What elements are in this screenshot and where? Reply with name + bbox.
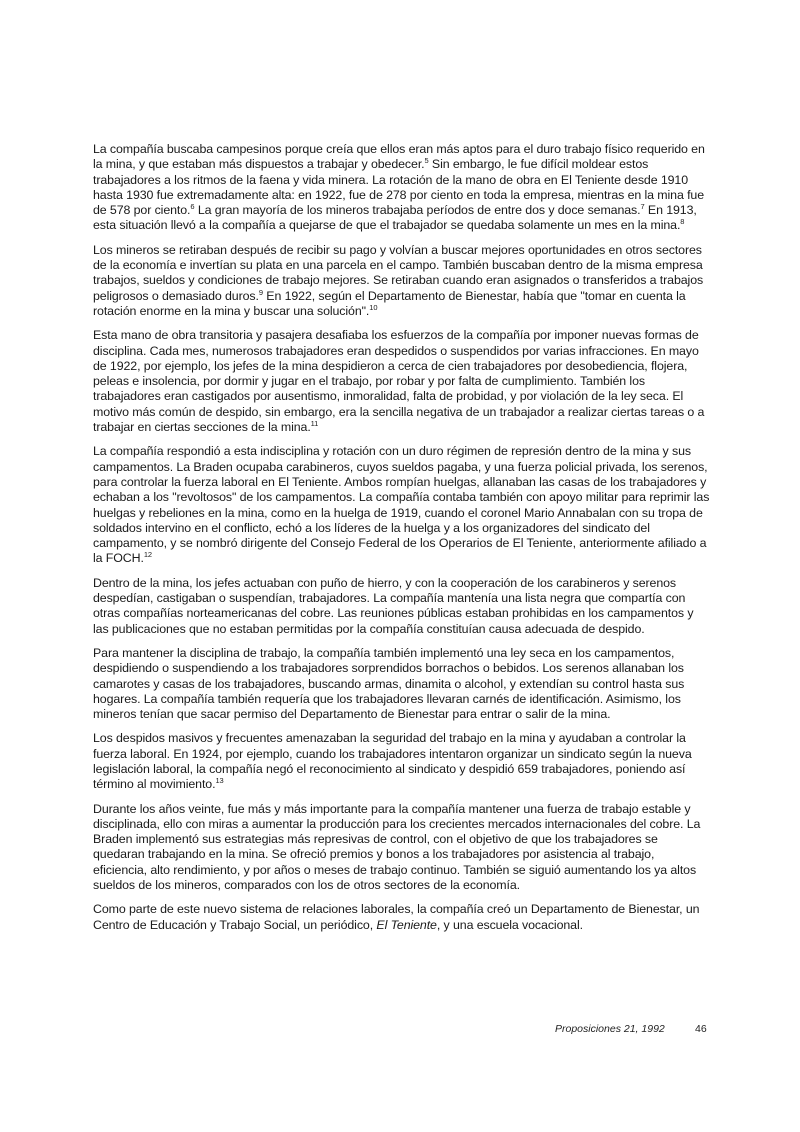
footnote-ref: 6 bbox=[190, 202, 195, 212]
text-run: , y una escuela vocacional. bbox=[436, 917, 583, 932]
text-run: Dentro de la mina, los jefes actuaban con puño de hierro, y con la cooperación de los carabineros y serenos despedían, castigaban o suspendían, trabajadores. La compañía mantenía una lista negra que compartía con otras compañías norteamericanas del cobre. Las reuniones públicas estaban prohibidas en los campamentos y las publicaciones que no estaban permitidas por la compañía constituían causa adecuada de despido. bbox=[93, 575, 694, 636]
paragraph bbox=[93, 576, 711, 637]
paragraph bbox=[93, 902, 711, 933]
body-text bbox=[93, 142, 711, 942]
paragraph bbox=[93, 646, 711, 722]
paragraph bbox=[93, 328, 711, 435]
page-number: 46 bbox=[695, 1023, 707, 1035]
footnote-ref: 9 bbox=[258, 287, 263, 297]
italic-title: El Teniente bbox=[376, 917, 437, 932]
footnote-ref: 10 bbox=[369, 302, 378, 312]
text-run: Los mineros se retiraban después de recibir su pago y volvían a buscar mejores oportunidades en otros sectores de la economía e invertían su plata en una parcela en el campo. También buscaban dentro de la misma empresa trabajos, sueldos y condiciones de trabajo mejores. Se retiraban cuando eran asignados o transferidos a trabajos peligrosos o demasiado duros. bbox=[93, 242, 704, 303]
journal-citation: Proposiciones 21, 1992 bbox=[555, 1023, 665, 1035]
text-run: Esta mano de obra transitoria y pasajera desafiaba los esfuerzos de la compañía por imponer nuevas formas de disciplina. Cada mes, numerosos trabajadores eran despedidos o suspendidos por varias infracciones. En mayo de 1922, por ejemplo, los jefes de la mina despidieron a cerca de cien trabajadores por desobediencia, flojera, peleas e insolencia, por dormir y jugar en el trabajo, por robar y por falta de cumplimiento. También los trabajadores eran castigados por ausentismo, inmoralidad, falta de probidad, y por violación de la ley seca. El motivo más común de despido, sin embargo, era la sencilla negativa de un trabajador a realizar ciertas tareas o a trabajar en ciertas secciones de la mina. bbox=[93, 328, 705, 435]
footnote-ref: 5 bbox=[424, 156, 429, 166]
paragraph bbox=[93, 142, 711, 234]
paragraph bbox=[93, 243, 711, 319]
page-footer bbox=[555, 1023, 707, 1035]
footnote-ref: 12 bbox=[143, 550, 152, 560]
paragraph bbox=[93, 731, 711, 792]
text-run: La compañía respondió a esta indisciplina y rotación con un duro régimen de represión dentro de la mina y sus campamentos. La Braden ocupaba carabineros, cuyos sueldos pagaba, y una fuerza policial privada, los serenos, para controlar la fuerza laboral en El Teniente. Ambos rompían huelgas, allanaban las casas de los trabajadores y echaban a los "revoltosos" de los campamentos. La compañía contaba también con apoyo militar para reprimir las huelgas y rebeliones en la mina, como en la huelga de 1919, cuando el coronel Mario Annabalan con su tropa de soldados intervino en el conflicto, echó a los líderes de la huelga y a los organizadores del sindicato del campamento, y se nombró dirigente del Consejo Federal de los Operarios de El Teniente, anteriormente afiliado a la FOCH. bbox=[93, 444, 710, 566]
text-run: Como parte de este nuevo sistema de relaciones laborales, la compañía creó un Departamento de Bienestar, un Centro de Educación y Trabajo Social, un periódico, bbox=[93, 902, 700, 932]
text-run: Para mantener la disciplina de trabajo, la compañía también implementó una ley seca en los campamentos, despidiendo o suspendiendo a los trabajadores sorprendidos borrachos o bebidos. Los serenos allanaban los camarotes y casas de los trabajadores, buscando armas, dinamita o alcohol, y extendían su control hasta sus hogares. La compañía también requería que los trabajadores llevaran carnés de identificación. Asimismo, los mineros tenían que sacar permiso del Departamento de Bienestar para entrar o salir de la mina. bbox=[93, 645, 685, 722]
text-run: Durante los años veinte, fue más y más importante para la compañía mantener una fuerza de trabajo estable y disciplinada, ello con miras a aumentar la producción para los crecientes mercados internacionales del cobre. La Braden implementó sus estrategias más represivas de control, con el objetivo de que los trabajadores se quedaran trabajando en la mina. Se ofreció premios y bonos a los trabajadores por asistencia al trabajo, eficiencia, alto rendimiento, y por años o meses de trabajo continuo. También se siguió aumentando los ya altos sueldos de los mineros, comparados con los de otros sectores de la economía. bbox=[93, 801, 701, 893]
footnote-ref: 7 bbox=[640, 202, 645, 212]
paragraph bbox=[93, 444, 711, 566]
paragraph bbox=[93, 802, 711, 894]
text-run: La compañía buscaba campesinos porque creía que ellos eran más aptos para el duro trabajo físico requerido en la mina, y que estaban más dispuestos a trabajar y obedecer. bbox=[93, 142, 705, 172]
text-run: La gran mayoría de los mineros trabajaba períodos de entre dos y doce semanas. bbox=[194, 203, 641, 218]
text-run: En 1922, según el Departamento de Bienestar, había que "tomar en cuenta la rotación enorme en la mina y buscar una solución". bbox=[93, 288, 686, 318]
footnote-ref: 8 bbox=[680, 217, 685, 227]
text-run: Sin embargo, le fue difícil moldear estos trabajadores a los ritmos de la faena y vida minera. La rotación de la mano de obra en El Teniente desde 1910 hasta 1930 fue extremadamente alta: en 1922, fue de 278 por ciento en toda la empresa, mientras en la mina fue de 578 por ciento. bbox=[93, 157, 705, 218]
footnote-ref: 13 bbox=[215, 776, 224, 786]
footnote-ref: 11 bbox=[310, 418, 319, 428]
text-run: En 1913, esta situación llevó a la compañía a quejarse de que el trabajador se quedaba solamente un mes en la mina. bbox=[93, 203, 697, 233]
text-run: Los despidos masivos y frecuentes amenazaban la seguridad del trabajo en la mina y ayudaban a controlar la fuerza laboral. En 1924, por ejemplo, cuando los trabajadores intentaron organizar un sindicato según la nueva legislación laboral, la compañía negó el reconocimiento al sindicato y despidió 659 trabajadores, poniendo así término al movimiento. bbox=[93, 731, 692, 792]
